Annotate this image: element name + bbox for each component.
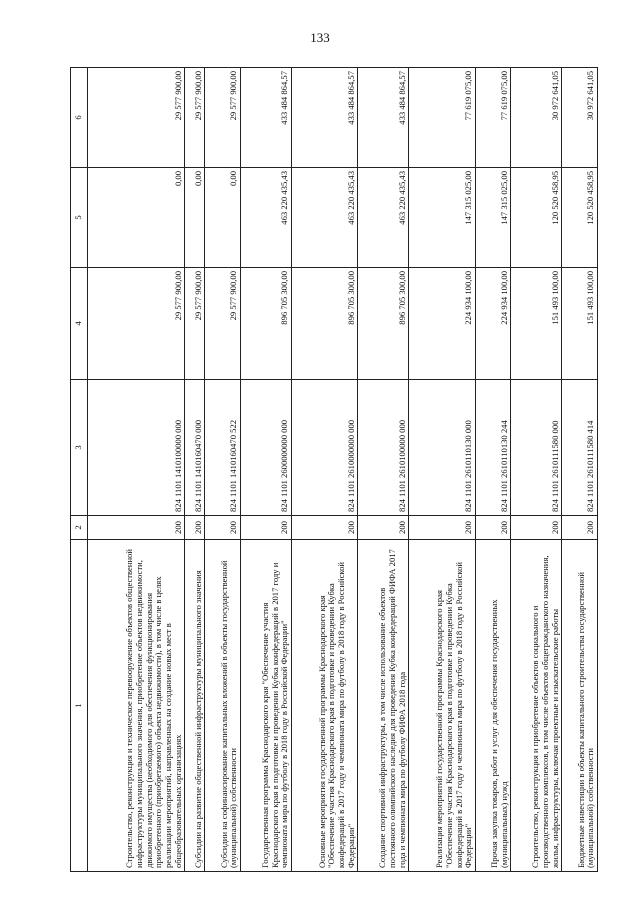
row-code: 200 xyxy=(291,516,357,540)
row-code: 200 xyxy=(205,516,241,540)
rotated-table-frame xyxy=(70,68,598,872)
row-kbk: 824 1101 2610100000 000 xyxy=(358,380,409,516)
row-value-5: 463 220 435,43 xyxy=(240,168,291,268)
table-row xyxy=(409,68,475,872)
row-name: Создание спортивной инфраструктуры, в том числе использование объектов постоянного олимпийского наследия для проведения Кубка конфедераций ФИФА 2017 года и чемпионата мира по футболу ФИФА 2018 года xyxy=(358,540,409,872)
page-number: 133 xyxy=(310,30,330,45)
row-value-5: 120 520 458,95 xyxy=(511,168,562,268)
row-code: 200 xyxy=(475,516,511,540)
row-value-6: 433 484 864,57 xyxy=(358,68,409,168)
header-col-6: 6 xyxy=(71,68,88,168)
row-kbk: 824 1101 2610111580 000 xyxy=(511,380,562,516)
header-col-1: 1 xyxy=(71,540,88,872)
row-value-5: 0,00 xyxy=(185,168,205,268)
row-value-6: 30 972 641,05 xyxy=(562,68,598,168)
header-col-5: 5 xyxy=(71,168,88,268)
row-code: 200 xyxy=(562,516,598,540)
row-kbk: 824 1101 2610110130 244 xyxy=(475,380,511,516)
table-row xyxy=(475,68,511,872)
row-value-6: 77 619 075,00 xyxy=(409,68,475,168)
table-row xyxy=(205,68,241,872)
table-row xyxy=(562,68,598,872)
row-value-4: 29 577 900,00 xyxy=(205,268,241,380)
row-name: Государственная программа Краснодарского края "Обеспечение участия Краснодарского края в подготовке и проведении Кубка конфедераций в 2017 году и чемпионата мира по футболу в 2018 году в Российской Федерации" xyxy=(240,540,291,872)
row-value-4: 224 934 100,00 xyxy=(475,268,511,380)
row-kbk: 824 1101 2600000000 000 xyxy=(240,380,291,516)
row-kbk: 824 1101 2610111580 414 xyxy=(562,380,598,516)
row-value-6: 29 577 900,00 xyxy=(88,68,185,168)
row-code: 200 xyxy=(358,516,409,540)
row-value-6: 29 577 900,00 xyxy=(205,68,241,168)
row-value-6: 433 484 864,57 xyxy=(240,68,291,168)
header-col-4: 4 xyxy=(71,268,88,380)
table-row xyxy=(358,68,409,872)
row-name: Строительство, реконструкция и техническое перевооружение объектов общественной инфраструктуры муниципального значения, приобретение объектов недвижимости, движимого имущества (необходимого для обеспечения функционирования приобретенного (приобретаемого) объекта недвижимости), в том числе в целях реализации мероприятий, направленных на создание новых мест в общеобразовательных организациях xyxy=(88,540,185,872)
table-container xyxy=(70,68,598,872)
row-value-6: 77 619 075,00 xyxy=(475,68,511,168)
table-row xyxy=(185,68,205,872)
row-value-5: 0,00 xyxy=(205,168,241,268)
row-kbk: 824 1101 2610000000 000 xyxy=(291,380,357,516)
row-name: Реализация мероприятий государственной программы Краснодарского края "Обеспечение участия Краснодарского края в подготовке и проведении Кубка конфедераций в 2017 году и чемпионата мира по футболу в 2018 году в Российской Федерации" xyxy=(409,540,475,872)
row-value-4: 224 934 100,00 xyxy=(409,268,475,380)
row-value-4: 896 705 300,00 xyxy=(358,268,409,380)
row-name: Основные мероприятия государственной программы Краснодарского края "Обеспечение участия Краснодарского края в подготовке и проведении Кубка конфедераций в 2017 году и чемпионата мира по футболу в 2018 году в Российской Федерации" xyxy=(291,540,357,872)
row-code: 200 xyxy=(409,516,475,540)
row-value-6: 433 484 864,57 xyxy=(291,68,357,168)
row-value-4: 29 577 900,00 xyxy=(88,268,185,380)
header-col-2: 2 xyxy=(71,516,88,540)
row-kbk: 824 1101 1410100000 000 xyxy=(88,380,185,516)
row-value-6: 29 577 900,00 xyxy=(185,68,205,168)
row-name: Бюджетные инвестиции в объекты капитального строительства государственной (муниципальной) собственности xyxy=(562,540,598,872)
table-row xyxy=(511,68,562,872)
header-row xyxy=(71,68,88,872)
row-name: Прочая закупка товаров, работ и услуг для обеспечения государственных (муниципальных) нужд xyxy=(475,540,511,872)
row-value-4: 29 577 900,00 xyxy=(185,268,205,380)
row-value-5: 120 520 458,95 xyxy=(562,168,598,268)
row-value-4: 896 705 300,00 xyxy=(291,268,357,380)
table-row xyxy=(240,68,291,872)
row-value-4: 151 493 100,00 xyxy=(562,268,598,380)
row-value-5: 147 315 025,00 xyxy=(475,168,511,268)
row-name: Субсидии на софинансирование капитальных вложений в объекты государственной (муниципальной) собственности xyxy=(205,540,241,872)
row-value-4: 896 705 300,00 xyxy=(240,268,291,380)
header-col-3: 3 xyxy=(71,380,88,516)
row-value-5: 463 220 435,43 xyxy=(291,168,357,268)
row-kbk: 824 1101 2610110130 000 xyxy=(409,380,475,516)
row-value-6: 30 972 641,05 xyxy=(511,68,562,168)
row-kbk: 824 1101 1410160470 000 xyxy=(185,380,205,516)
row-value-5: 0,00 xyxy=(88,168,185,268)
row-kbk: 824 1101 1410160470 522 xyxy=(205,380,241,516)
row-name: Субсидии на развитие общественной инфраструктуры муниципального значения xyxy=(185,540,205,872)
row-code: 200 xyxy=(240,516,291,540)
row-value-5: 147 315 025,00 xyxy=(409,168,475,268)
row-value-5: 463 220 435,43 xyxy=(358,168,409,268)
budget-table xyxy=(70,67,598,872)
row-code: 200 xyxy=(185,516,205,540)
row-value-4: 151 493 100,00 xyxy=(511,268,562,380)
row-name: Строительство, реконструкция и приобретение объектов социального и производственного комплексов, в том числе объектов общегражданского назначения, жилья, инфраструктуры, включая проектные и изыскательские работы xyxy=(511,540,562,872)
table-row xyxy=(88,68,185,872)
row-code: 200 xyxy=(88,516,185,540)
row-code: 200 xyxy=(511,516,562,540)
table-row xyxy=(291,68,357,872)
